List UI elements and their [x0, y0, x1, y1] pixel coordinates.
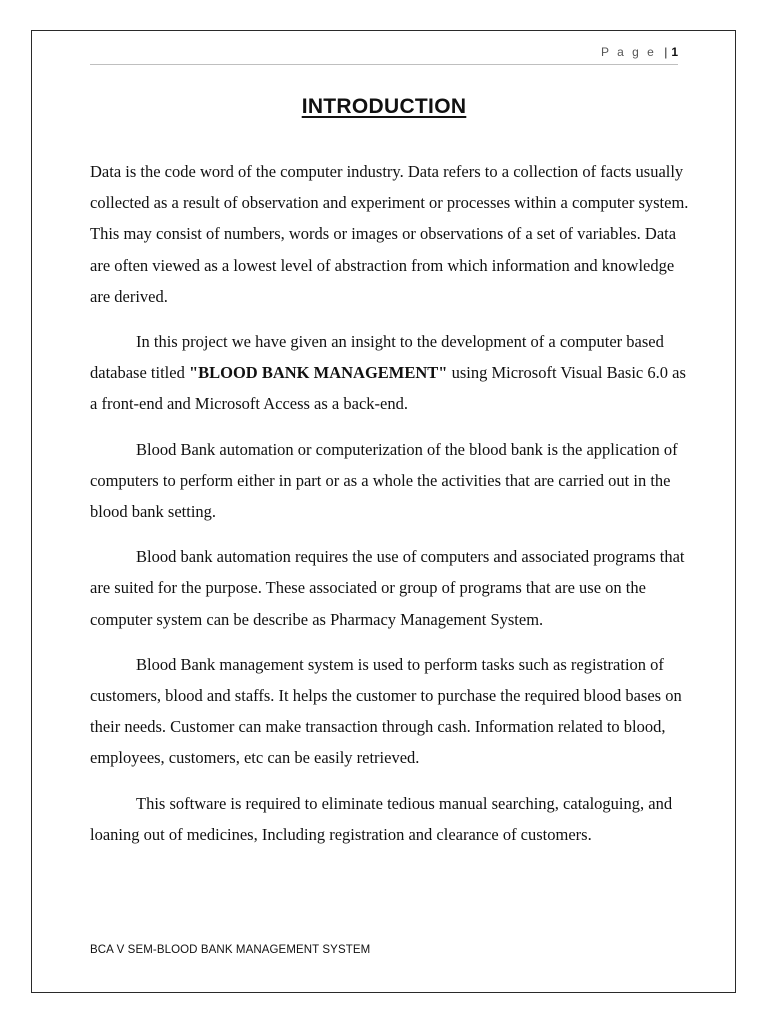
paragraph-3: Blood Bank automation or computerization of the blood bank is the application of computers to perform either in part or as a whole the activities that are carried out in the blood bank setting.	[90, 439, 678, 522]
paragraph-6: This software is required to eliminate tedious manual searching, cataloguing, and loaning out of medicines, Including registration and clearance of customers.	[90, 793, 673, 844]
page-footer: BCA V SEM-BLOOD BANK MANAGEMENT SYSTEM	[90, 944, 371, 956]
page-title: INTRODUCTION	[301, 95, 467, 118]
page-number: 1	[671, 45, 678, 59]
paragraph-2-after: using Microsoft Visual Basic 6.0 as a front-end and Microsoft Access as a back-end.	[90, 363, 686, 414]
paragraph-4: Blood bank automation requires the use of computers and associated programs that are suited for the purpose. These associated or group of programs that are use on the computer system can be describe as Pharmacy Management System.	[90, 547, 685, 629]
paragraph-2	[90, 326, 690, 420]
project-title-bold: "BLOOD BANK MANAGEMENT"	[188, 363, 448, 383]
paragraph-2-before: In this project we have given an insight to the development of a computer based database titled	[90, 332, 664, 383]
page-separator: |	[664, 45, 668, 59]
paragraph-1: Data is the code word of the computer industry. Data refers to a collection of facts usually collected as a result of observation and experiment or processes within a computer system. This may consist of numbers, words or images or observations of a set of variables. Data are often viewed as a lowest level of abstraction from which information and knowledge are derived.	[90, 162, 689, 306]
header-rule	[90, 64, 678, 65]
body-text	[90, 156, 690, 864]
paragraph-5: Blood Bank management system is used to perform tasks such as registration of customers, blood and staffs. It helps the customer to purchase the required blood bases on their needs. Customer can make transaction through cash. Information related to blood, employees, customers, etc can be easily retrieved.	[90, 654, 682, 768]
page-label: P a g e	[601, 45, 657, 59]
page-number-header	[601, 45, 678, 59]
